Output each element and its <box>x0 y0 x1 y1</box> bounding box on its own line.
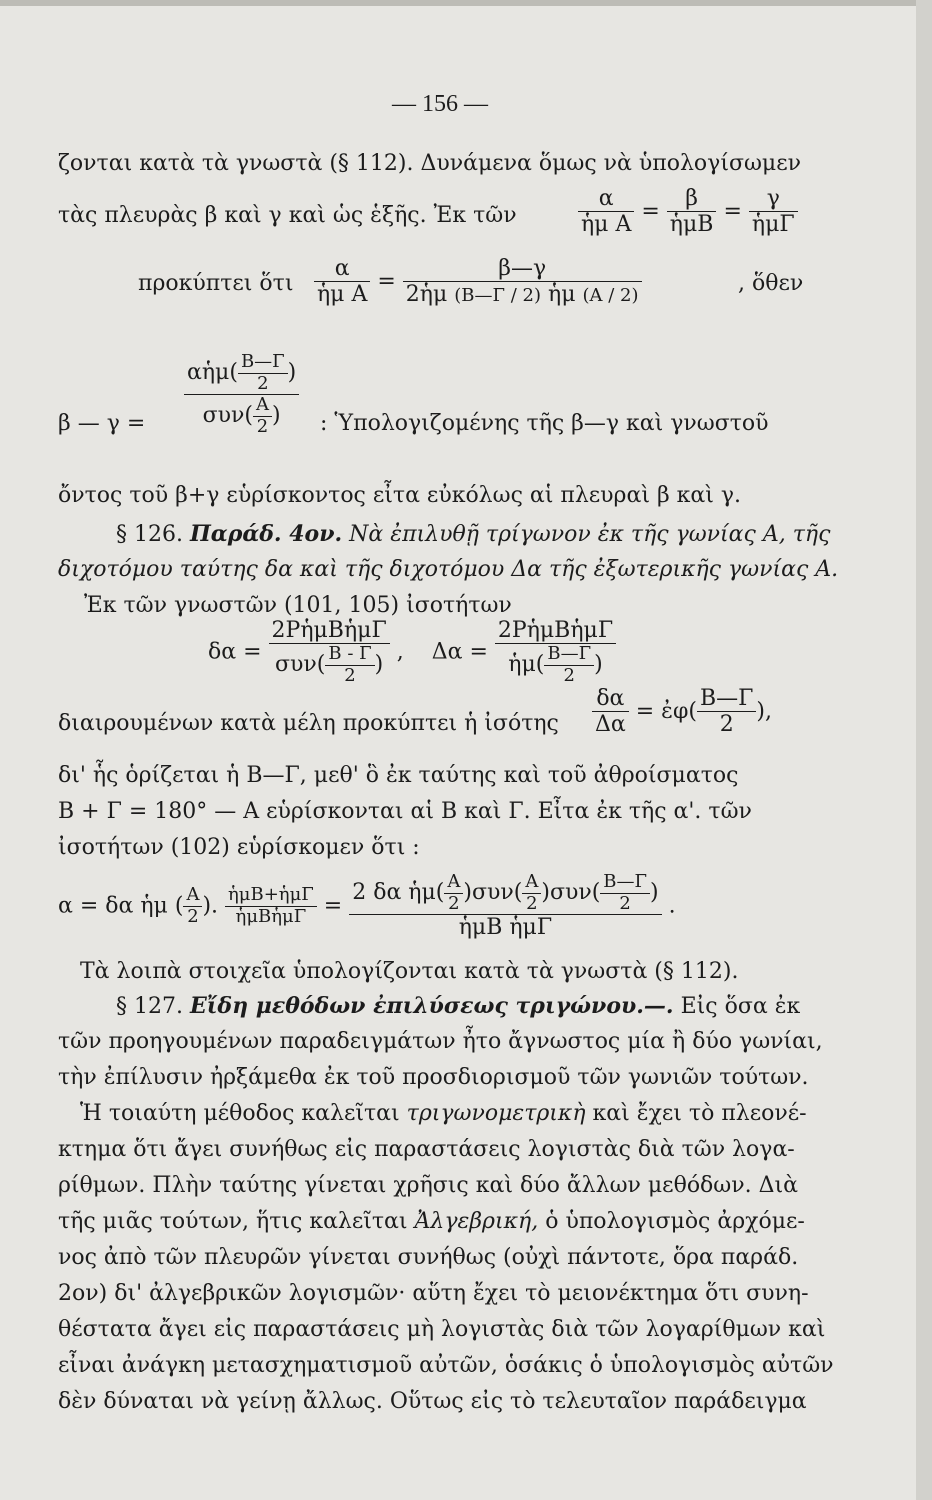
f5-rhs-num: 2 δα ἡμ( $\frac{A}{2}$ )συν( $\frac{A}{2}$ )συν( $\frac{B—\Gamma}{2}$ ) <box>352 871 659 914</box>
ratio-b-den: ἡμΒ <box>667 211 717 237</box>
f4-num: δα <box>596 686 625 711</box>
ratio-a-den: ἡμ Α <box>578 211 634 237</box>
f3-D-den-a: ἡμ <box>508 652 536 678</box>
section-127-rest: Εἰς ὅσα ἐκ <box>680 994 801 1019</box>
line-22-a: τῆς μιᾶς τούτων, ἥτις καλεῖται <box>58 1209 408 1234</box>
f3-D-den: ἡμ( $\frac{B—\Gamma}{2}$ ) <box>495 643 616 686</box>
text-line-12: Β + Γ = 180° — Α εὑρίσκονται αἱ Β καὶ Γ. Εἶτα ἐκ τῆς α'. τῶν <box>58 799 752 824</box>
text-line-18: τὴν ἐπίλυσιν ἠρξάμεθα ἐκ τοῦ προσδιορισμοῦ τῶν γωνιῶν τούτων. <box>58 1065 809 1090</box>
ratio-eq1: = <box>641 198 660 224</box>
text-line-22 <box>58 1208 805 1236</box>
page-top-edge <box>0 0 932 6</box>
f5-num-h: Β—Γ <box>603 871 648 892</box>
f5-eq: = <box>323 893 343 919</box>
f3-d-den-b: Β - Γ <box>328 643 372 665</box>
f2-den-a: συν <box>202 403 245 429</box>
line-19-b: καὶ ἔχει τὸ πλεονέ- <box>592 1101 807 1126</box>
line-19-a: Ἡ τοιαύτη μέθοδος καλεῖται <box>80 1101 400 1126</box>
text-line-26: εἶναι ἀνάγκη μετασχηματισμοῦ αὐτῶν, ὁσάκις ὁ ὑπολογισμὸς αὐτῶν <box>58 1353 834 1378</box>
formula-4: $\frac{\delta\alpha}{\Delta\alpha}$ = ἐφ( $\frac{B—\Gamma}{2}$ ), <box>592 686 772 738</box>
section-127: § 127. <box>116 994 183 1019</box>
f1-eq: = <box>377 268 396 294</box>
f1-den-d: (Α / 2) <box>582 285 639 307</box>
text-line-10: διαιρουμένων κατὰ μέλη προκύπτει ἡ ἰσότης <box>58 711 559 736</box>
f1-den-c: ἡμ <box>548 282 576 308</box>
f2-num-c: 2 <box>238 373 288 395</box>
f1-lhs-den: ἡμ Α <box>314 281 370 307</box>
f5-num-d: συν <box>471 880 514 906</box>
f2-lhs: β — γ = <box>58 411 146 436</box>
text-line-13: ἰσοτήτων (102) εὑρίσκομεν ὅτι : <box>58 835 420 860</box>
ratio-b-num: β <box>685 186 698 211</box>
f3-d-lhs: δα = <box>208 639 262 665</box>
text-line-8: Ἐκ τῶν γνωστῶν (101, 105) ἰσοτήτων <box>84 593 512 618</box>
f5-num-f: 2 <box>522 893 541 915</box>
f3-sep: , <box>396 639 404 665</box>
f3-D-num: 2ΡἡμΒἡμΓ <box>497 618 614 643</box>
text-line-25: θέστατα ἄγει εἰς παραστάσεις μὴ λογιστὰς διὰ τῶν λογαρίθμων καὶ <box>58 1317 826 1342</box>
f4-comma: , <box>765 698 773 724</box>
ratio-formula <box>578 186 798 238</box>
text-line-16 <box>116 992 800 1021</box>
f5-mid-den: ἡμΒἡμΓ <box>225 906 317 928</box>
f5-num-c: 2 <box>444 893 463 915</box>
text-line-6 <box>116 520 830 549</box>
text-line-3-suffix: , ὅθεν <box>738 271 804 296</box>
line-19-italic: τριγωνομετρικὴ <box>406 1101 586 1126</box>
f3-d-den-a: συν <box>275 652 317 678</box>
text-line-20: κτημα ὅτι ἄγει συνήθως εἰς παραστάσεις λογιστὰς διὰ τῶν λογα- <box>58 1137 795 1162</box>
example-4-title: Παράδ. 4ον. <box>189 521 343 547</box>
example-4-statement: Νὰ ἐπιλυθῇ τρίγωνον ἐκ τῆς γωνίας Α, τῆς <box>349 522 831 547</box>
f2-den-c: 2 <box>253 416 272 438</box>
f5-half-den: 2 <box>183 906 202 928</box>
f4-eq: = ἐφ <box>635 698 689 724</box>
f1-den-b: (Β—Γ / 2) <box>454 285 542 307</box>
f5-num-a: 2 δα ἡμ <box>352 880 436 906</box>
page-right-edge <box>916 0 932 1500</box>
f5-lhs: α = δα ἡμ <box>58 893 168 919</box>
f1-den-a: 2ἡμ <box>405 282 448 308</box>
text-line-4: : Ὑπολογιζομένης τῆς β—γ καὶ γνωστοῦ <box>320 411 769 436</box>
f5-rhs-den: ἡμΒ ἡμΓ <box>349 914 661 940</box>
f1-lhs-num: α <box>334 256 350 281</box>
f2-den: συν( $\frac{A}{2}$ ) <box>184 394 299 437</box>
text-line-15: Τὰ λοιπὰ στοιχεῖα ὑπολογίζονται κατὰ τὰ γνωστὰ (§ 112). <box>80 959 739 984</box>
text-line-7: διχοτόμου ταύτης δα καὶ τῆς διχοτόμου Δα τῆς ἐξωτερικῆς γωνίας Α. <box>58 557 839 582</box>
f5-num-g: συν <box>549 880 592 906</box>
text-line-23: νος ἀπὸ τῶν πλευρῶν γίνεται συνήθως (οὐχὶ πάντοτε, ὅρα παράδ. <box>58 1245 799 1270</box>
text-line-27: δὲν δύναται νὰ γείνῃ ἄλλως. Οὕτως εἰς τὸ τελευταῖον παράδειγμα <box>58 1389 807 1414</box>
f2-num: αἡμ( $\frac{B—\Gamma}{2}$ ) <box>187 351 297 394</box>
f4-den: Δα <box>592 711 629 737</box>
f3-D-den-c: 2 <box>544 665 594 687</box>
f4-paren-den: 2 <box>697 711 756 737</box>
ratio-a-num: α <box>598 186 614 211</box>
f5-num-b: Α <box>447 871 461 892</box>
text-line-24: 2ον) δι' ἀλγεβρικῶν λογισμῶν· αὕτη ἔχει τὸ μειονέκτημα ὅτι συνη- <box>58 1281 809 1306</box>
f5-num-e: Α <box>525 871 539 892</box>
f5-dot: . <box>668 893 676 919</box>
f3-d-den-c: 2 <box>325 665 374 687</box>
formula-2 <box>184 352 299 438</box>
f2-den-b: Α <box>256 394 269 416</box>
f2-num-a: αἡμ <box>187 360 230 386</box>
ratio-eq2: = <box>723 198 742 224</box>
section-127-title: Εἴδη μεθόδων ἐπιλύσεως τριγώνου.—. <box>189 993 674 1019</box>
f4-paren-num: Β—Γ <box>699 686 754 711</box>
text-line-3-prefix: προκύπτει ὅτι <box>138 271 294 296</box>
text-line-2: τὰς πλευρὰς β καὶ γ καὶ ὡς ἑξῆς. Ἐκ τῶν <box>58 203 517 228</box>
text-line-11: δι' ἧς ὁρίζεται ἡ Β—Γ, μεθ' ὃ ἐκ ταύτης καὶ τοῦ ἀθροίσματος <box>58 763 739 788</box>
formula-5: α = δα ἡμ ( $\frac{A}{2}$ ). $\frac{\text{ἡμΒ+ἡμΓ}}{\text{ἡμΒἡμΓ}}$ = 2 δα ἡμ( $\frac{A}{2}$ )συν( $\frac{A}{2}$ )συν( $\frac{B—\Gamma}{2}$ ) ἡμΒ ἡμΓ . <box>58 871 676 941</box>
f2-num-b: Β—Γ <box>240 351 285 372</box>
f3-d-num: 2ΡἡμΒἡμΓ <box>271 618 387 643</box>
formula-3 <box>208 618 616 687</box>
f3-d-den: συν( $\frac{B - \Gamma}{2}$ ) <box>269 643 390 686</box>
text-line-17: τῶν προηγουμένων παραδειγμάτων ἦτο ἄγνωστος μία ἢ δύο γωνίαι, <box>58 1029 823 1054</box>
text-line-1: ζονται κατὰ τὰ γνωστὰ (§ 112). Δυνάμενα ὅμως νὰ ὑπολογίσωμεν <box>58 151 801 176</box>
f3-D-den-b: Β—Γ <box>547 643 592 665</box>
f5-num-i: 2 <box>600 893 650 915</box>
f5-mid-num: ἡμΒ+ἡμΓ <box>228 884 314 906</box>
f5-half-num: Α <box>186 884 200 906</box>
ratio-g-den: ἡμΓ <box>749 211 798 237</box>
line-22-italic: Ἀλγεβρική, <box>414 1209 539 1234</box>
text-line-21: ρίθμων. Πλὴν ταύτης γίνεται χρῆσις καὶ δύο ἄλλων μεθόδων. Διὰ <box>58 1173 798 1198</box>
f1-rhs-den <box>403 281 642 307</box>
line-22-b: ὁ ὑπολογισμὸς ἀρχόμε- <box>545 1209 805 1234</box>
text-line-19 <box>80 1100 807 1128</box>
section-126: § 126. <box>116 522 183 547</box>
formula-1 <box>314 256 642 308</box>
text-line-5: ὄντος τοῦ β+γ εὑρίσκοντος εἶτα εὐκόλως αἱ πλευραὶ β καὶ γ. <box>58 483 742 508</box>
page-number: — 156 — <box>392 91 488 117</box>
f1-rhs-num: β—γ <box>498 256 547 281</box>
ratio-g-num: γ <box>766 186 780 211</box>
f3-D-lhs: Δα = <box>431 639 488 665</box>
